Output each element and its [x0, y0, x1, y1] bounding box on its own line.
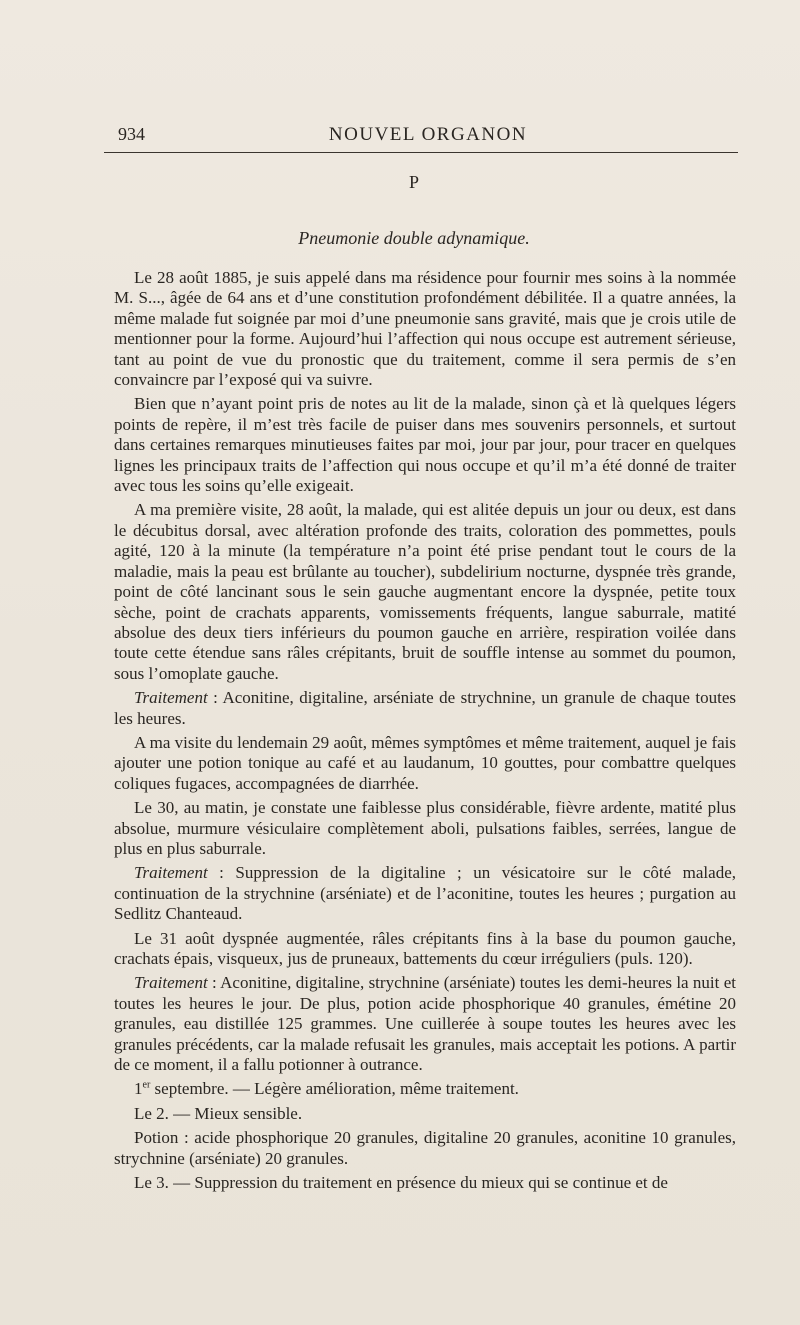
page-number: 934 — [118, 124, 145, 144]
sept-text: septembre. — Légère amélioration, même traitement. — [154, 1079, 519, 1099]
sept-ordinal: er — [142, 1079, 151, 1091]
treatment-text: : Aconitine, digitaline, strychnine (arséniate) toutes les demi-heures la nuit et toutes les heures le jour. De plus, potion acide phosphorique 40 granules, émétine 20 granules, eau distillée 125 grammes. Une cuillerée à soupe toutes les heures avec les granules précédents, car la malade refusait les granules, mais acceptait les potions. A partir de ce moment, il a fallu potionner à outrance. — [114, 973, 736, 1075]
treatment-lead: Traitement — [134, 863, 208, 883]
treatment-lead: Traitement — [134, 973, 208, 993]
treatment-text: : Aconitine, digitaline, arséniate de strychnine, un granule de chaque toutes les heures. — [114, 688, 736, 728]
paragraph: Le 2. — Mieux sensible. — [134, 1103, 303, 1123]
treatment-lead: Traitement — [134, 688, 208, 708]
paragraph: Potion : acide phosphorique 20 granules, digitaline 20 granules, aconitine 10 granules, strychnine (arséniate) 20 granules. — [114, 1128, 736, 1168]
paragraph: Bien que n’ayant point pris de notes au lit de la malade, sinon çà et là quelques légers points de repère, il m’est très facile de puiser dans mes souvenirs personnels, et surtout dans certaines remarques minutieuses faites par moi, jour par jour, pour tracer en quelques lignes les principaux traits de l’affection qui nous occupe et qu’il m’a été donné de traiter avec tous les soins qu’elle exigeait. — [114, 394, 736, 496]
article-body — [114, 268, 736, 1193]
paragraph: Le 28 août 1885, je suis appelé dans ma résidence pour fournir mes soins à la nommée M. S..., âgée de 64 ans et d’une constitution profondément débilitée. Il a quatre années, la même malade fut soignée par moi d’une pneumonie sans gravité, mais que je crois utile de mentionner pour la forme. Aujourd’hui l’affection qui nous occupe est autrement sérieuse, tant au point de vue du pronostic que du traitement, comme il sera permis de s’en convaincre par l’exposé qui va suivre. — [114, 268, 736, 390]
paragraph: A ma première visite, 28 août, la malade, qui est alitée depuis un jour ou deux, est dans le décubitus dorsal, avec altération profonde des traits, coloration des pommettes, pouls agité, 120 à la minute (la température n’a point été prise pendant tout le cours de la maladie, mais la peau est brûlante au toucher), subdelirium nocturne, dyspnée très grande, point de côté lancinant sous le sein gauche augmentant encore la dyspnée, petite toux sèche, point de crachats apparents, vomissements fréquents, langue saburrale, matité absolue des deux tiers inférieurs du poumon gauche en arrière, respiration voilée dans toute cette étendue sans râles crépitants, bruit de souffle intense au sommet du poumon, sous l’omoplate gauche. — [114, 500, 736, 683]
paragraph-treatment — [114, 863, 736, 924]
paragraph: Le 31 août dyspnée augmentée, râles crépitants fins à la base du poumon gauche, crachats épais, visqueux, jus de pruneaux, battements du cœur irréguliers (puls. 120). — [114, 928, 736, 968]
header-rule — [104, 152, 738, 153]
page-header — [118, 124, 738, 154]
running-title: NOUVEL ORGANON — [328, 124, 528, 145]
article-title: Pneumonie double adynamique. — [298, 228, 530, 248]
sept-day: 1 — [134, 1079, 143, 1099]
paragraph: Le 30, au matin, je constate une faiblesse plus considérable, fièvre ardente, matité plus absolue, murmure vésiculaire complètement aboli, pulsations faibles, serrées, langue de plus en plus saburrale. — [114, 798, 736, 858]
paragraph-treatment — [114, 973, 736, 1075]
paragraph-september — [114, 1079, 736, 1099]
section-letter: P — [408, 172, 419, 192]
paragraph: Le 3. — Suppression du traitement en présence du mieux qui se continue et de — [134, 1173, 668, 1193]
paragraph-treatment — [114, 688, 736, 729]
paragraph: A ma visite du lendemain 29 août, mêmes symptômes et même traitement, auquel je fais ajouter une potion tonique au café et au laudanum, 10 gouttes, pour combattre quelques coliques fugaces, accompagnées de diarrhée. — [114, 732, 736, 793]
treatment-text: : Suppression de la digitaline ; un vésicatoire sur le côté malade, continuation de la strychnine (arséniate) et de l’aconitine, toutes les heures ; purgation au Sedlitz Chanteaud. — [114, 863, 736, 924]
